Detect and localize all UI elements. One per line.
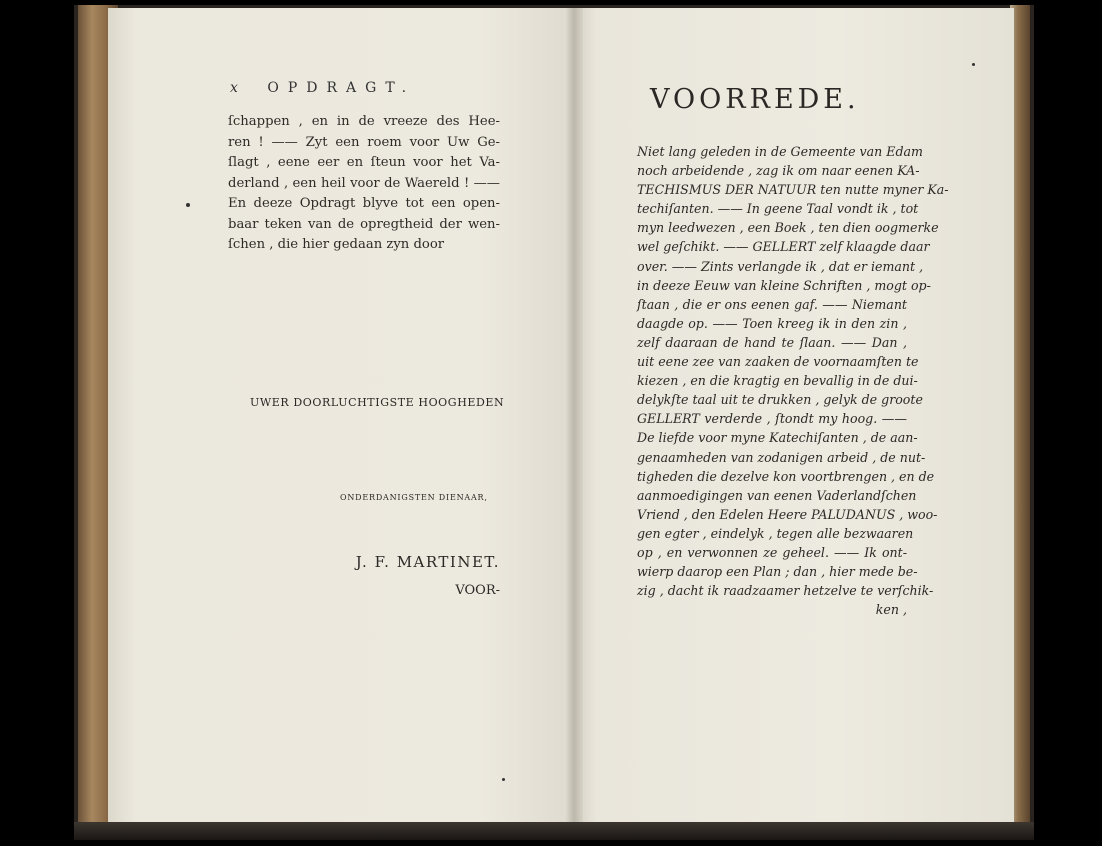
body-line: uit eene zee van zaaken de voornaamſten te <box>637 354 919 370</box>
body-line: in deeze Eeuw van kleine Schriften , mogt op- <box>637 277 931 293</box>
page-number: x <box>230 80 238 96</box>
body-line: wierp daarop een Plan ; dan , hier mede be- <box>637 564 918 580</box>
body-line: De liefde voor myne Katechiſanten , de aan- <box>637 430 918 446</box>
body-line: ſlagt , eene eer en ſteun voor het Va- <box>228 155 500 170</box>
body-line: over. —— Zints verlangde ik , dat er iemant , <box>637 258 924 274</box>
body-line: genaamheden van zodanigen arbeid , de nut- <box>637 449 926 465</box>
body-line: op , en verwonnen ze geheel. —— Ik ont- <box>637 544 907 560</box>
body-line: ken , <box>875 602 907 618</box>
body-line: Niet lang geleden in de Gemeente van Edam <box>637 144 923 159</box>
body-line: gen egter , eindelyk , tegen alle bezwaaren <box>637 525 914 541</box>
book-gutter <box>565 8 583 823</box>
body-line: zelf daaraan de hand te ſlaan. —— Dan , <box>637 334 907 350</box>
catchword: VOOR- <box>455 583 500 598</box>
signature: J. F. MARTINET. <box>355 553 500 571</box>
body-line: myn leedwezen , een Boek , ten dien oogmerke <box>637 220 939 236</box>
body-line: derland , een heil voor de Waereld ! —— <box>228 175 500 191</box>
body-line: daagde op. —— Toen kreeg ik in den zin , <box>637 315 907 331</box>
left-page-body <box>228 112 500 256</box>
body-line: kiezen , en die kragtig en bevallig in de dui- <box>637 373 918 389</box>
running-head <box>230 80 500 96</box>
body-line: ſchappen , en in de vreeze des Hee- <box>228 114 500 129</box>
page-title: VOORREDE. <box>650 84 860 115</box>
ink-speck <box>502 778 505 781</box>
body-line: wel geſchikt. —— GELLERT zelf klaagde daar <box>637 239 930 255</box>
body-line: aanmoedigingen van eenen Vaderlandſchen <box>637 487 917 503</box>
servant-line: ONDERDANIGSTEN DIENAAR, <box>340 493 488 502</box>
body-line: Vriend , den Edelen Heere PALUDANUS , woo- <box>637 506 938 522</box>
book-bottom-edge <box>74 822 1034 840</box>
body-line: TECHISMUS DER NATUUR ten nutte myner Ka- <box>637 182 949 198</box>
right-page-body <box>637 142 949 619</box>
ink-speck <box>186 203 190 207</box>
body-line: noch arbeidende , zag ik om naar eenen KA- <box>637 163 920 179</box>
body-line: baar teken van de opregtheid der wen- <box>228 216 500 232</box>
running-head-title: OPDRAGT. <box>267 80 416 96</box>
body-line: GELLERT verderde , ſtondt my hoog. —— <box>637 411 907 427</box>
closing-address: UWER DOORLUCHTIGSTE HOOGHEDEN <box>250 396 505 409</box>
body-line: En deeze Opdragt blyve tot een open- <box>228 196 500 211</box>
body-line: tigheden die dezelve kon voortbrengen , en de <box>637 468 935 484</box>
ink-speck <box>972 63 975 66</box>
body-line: techiſanten. —— In geene Taal vondt ik , tot <box>637 201 919 217</box>
body-line: ſtaan , die er ons eenen gaf. —— Niemant <box>637 296 907 312</box>
body-line: zig , dacht ik raadzaamer hetzelve te verſchik- <box>637 583 934 599</box>
body-line: ren ! —— Zyt een roem voor Uw Ge- <box>228 134 500 150</box>
body-line: delykſte taal uit te drukken , gelyk de groote <box>637 392 923 408</box>
body-line: ſchen , die hier gedaan zyn door <box>228 237 445 252</box>
